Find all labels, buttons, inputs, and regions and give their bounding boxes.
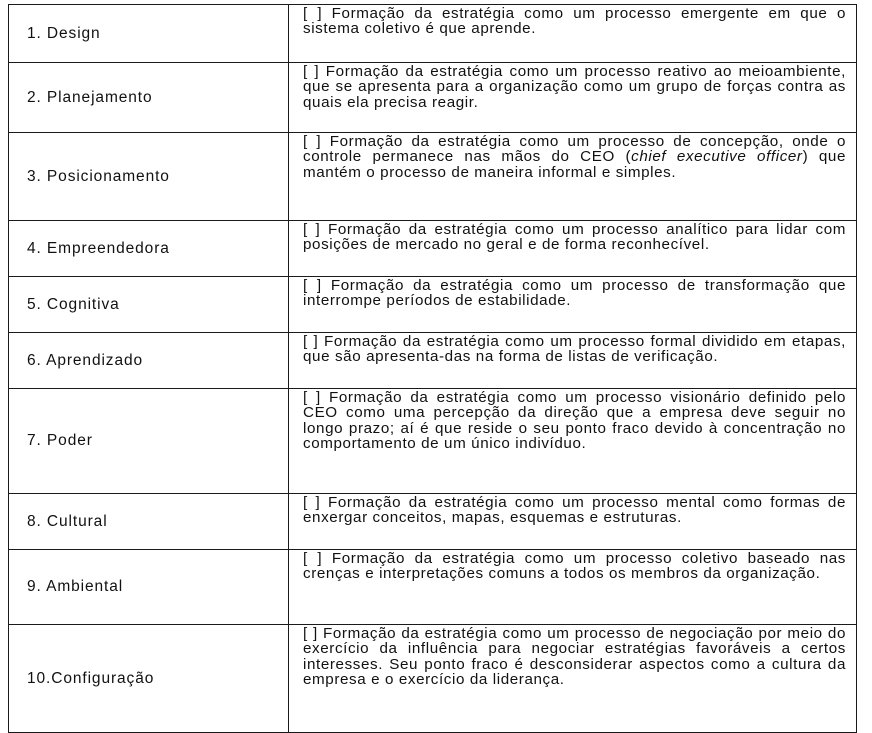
description-cell	[289, 63, 857, 133]
school-name-cell: 1. Design	[9, 5, 289, 63]
description-cell	[289, 550, 857, 625]
description-text-before: [ ] Formação da estratégia como um processo de concepção, onde o controle permanece nas mãos do CEO (	[303, 133, 846, 166]
description-text: [ ] Formação da estratégia como um processo formal dividido em etapas, que são apresenta-das na forma de listas de verificação.	[303, 333, 846, 366]
table-row	[9, 389, 857, 494]
table-row	[9, 133, 857, 221]
description-cell	[289, 5, 857, 63]
table-row	[9, 494, 857, 550]
school-name-cell: 8. Cultural	[9, 494, 289, 550]
description-text: [ ] Formação da estratégia como um processo de transformação que interrompe períodos de estabilidade.	[303, 277, 846, 310]
description-cell	[289, 133, 857, 221]
description-text: [ ] Formação da estratégia como um processo mental como formas de enxergar conceitos, mapas, esquemas e estruturas.	[303, 494, 846, 527]
table-row	[9, 550, 857, 625]
school-name-cell: 6. Aprendizado	[9, 333, 289, 389]
school-name-cell: 2. Planejamento	[9, 63, 289, 133]
school-name-cell: 3. Posicionamento	[9, 133, 289, 221]
description-text: [ ] Formação da estratégia como um processo de negociação por meio do exercício da influência para negociar estratégias favoráveis a certos interesses. Seu ponto fraco é desconsiderar aspectos como a cultura da empresa e o exercício da liderança.	[303, 625, 846, 689]
description-text: [ ] Formação da estratégia como um processo coletivo baseado nas crenças e interpretações comuns a todos os membros da organização.	[303, 550, 846, 583]
school-name-cell: 4. Empreendedora	[9, 221, 289, 277]
school-name-cell: 5. Cognitiva	[9, 277, 289, 333]
description-text	[303, 134, 846, 180]
description-cell	[289, 625, 857, 733]
table-row	[9, 625, 857, 733]
description-cell	[289, 389, 857, 494]
school-name-cell: 9. Ambiental	[9, 550, 289, 625]
table-row	[9, 63, 857, 133]
table-row	[9, 5, 857, 63]
description-cell	[289, 333, 857, 389]
school-name-cell: 7. Poder	[9, 389, 289, 494]
description-italic-term: chief executive officer	[631, 148, 803, 166]
table-row	[9, 221, 857, 277]
document-page	[8, 4, 857, 733]
description-text: [ ] Formação da estratégia como um processo reativo ao meioambiente, que se apresenta para a organização como um grupo de forças contra as quais ela precisa reagir.	[303, 63, 846, 111]
strategy-schools-matching-table	[8, 4, 857, 733]
description-text: [ ] Formação da estratégia como um processo visionário definido pelo CEO como uma percepção da direção que a empresa deve seguir no longo prazo; aí é que reside o seu ponto fraco devido à concentração no comportamento de um único indivíduo.	[303, 389, 846, 453]
description-text: [ ] Formação da estratégia como um processo analítico para lidar com posições de mercado no geral e de forma reconhecível.	[303, 221, 846, 254]
table-row	[9, 277, 857, 333]
description-text: [ ] Formação da estratégia como um processo emergente em que o sistema coletivo é que aprende.	[303, 5, 846, 38]
description-cell	[289, 277, 857, 333]
table-row	[9, 333, 857, 389]
description-cell	[289, 221, 857, 277]
description-cell	[289, 494, 857, 550]
description-text-after: ) que mantém o processo de maneira informal e simples.	[303, 148, 847, 181]
school-name-cell: 10.Configuração	[9, 625, 289, 733]
